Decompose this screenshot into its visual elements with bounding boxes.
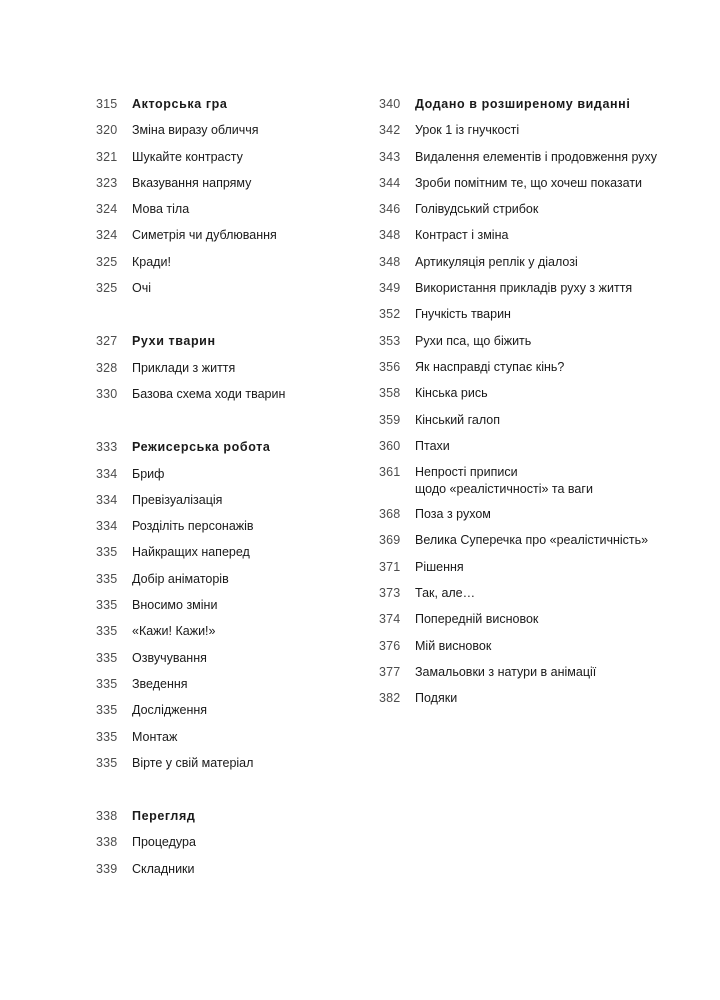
toc-entry[interactable]: [379, 412, 669, 438]
toc-heading[interactable]: [96, 808, 346, 834]
page-number: 369: [379, 533, 401, 548]
page-number: 373: [379, 586, 401, 601]
entry-title: Використання прикладів руху з життя: [415, 281, 633, 296]
entry-title: Кради!: [132, 254, 171, 269]
page-number: 323: [96, 175, 118, 190]
entry-title: Монтаж: [132, 729, 178, 744]
entry-title: Непрості приписи щодо «реалістичності» та ваги: [415, 465, 593, 497]
page-number: 328: [96, 360, 118, 375]
entry-title: Кінський галоп: [415, 412, 501, 427]
toc-entry[interactable]: [379, 559, 669, 585]
toc-entry[interactable]: [379, 122, 669, 148]
toc-entry[interactable]: [379, 227, 669, 253]
entry-title: «Кажи! Кажи!»: [132, 624, 216, 639]
entry-title: Добір аніматорів: [132, 571, 229, 586]
page-number: 342: [379, 123, 401, 138]
toc-entry[interactable]: [96, 861, 346, 887]
page-number: 352: [379, 307, 401, 322]
page-number: 334: [96, 492, 118, 507]
page-number: 334: [96, 519, 118, 534]
page-number: 335: [96, 676, 118, 691]
entry-title: Розділіть персонажів: [132, 519, 254, 534]
entry-title: Урок 1 із гнучкості: [415, 123, 520, 138]
toc-entry[interactable]: [96, 280, 346, 306]
entry-title: Мій висновок: [415, 638, 492, 653]
entry-title: Превізуалізація: [132, 492, 223, 507]
entry-title: Поза з рухом: [415, 507, 491, 522]
page-number: 327: [96, 334, 118, 349]
toc-entry[interactable]: [379, 464, 669, 506]
toc-entry[interactable]: [96, 149, 346, 175]
toc-entry[interactable]: [96, 175, 346, 201]
toc-entry[interactable]: [96, 623, 346, 649]
page-number: 338: [96, 809, 118, 824]
entry-title: Зведення: [132, 676, 188, 691]
toc-heading[interactable]: [96, 333, 346, 359]
heading-title: Додано в розширеному виданні: [415, 97, 631, 111]
page-number: 360: [379, 438, 401, 453]
page-number: 361: [379, 465, 401, 480]
entry-title: Зміна виразу обличчя: [132, 123, 259, 138]
toc-entry[interactable]: [379, 175, 669, 201]
toc-entry[interactable]: [96, 544, 346, 570]
entry-title: Озвучування: [132, 650, 207, 665]
toc-entry[interactable]: [379, 532, 669, 558]
page-number: 325: [96, 281, 118, 296]
toc-entry[interactable]: [96, 360, 346, 386]
page-number: 340: [379, 97, 401, 111]
toc-section-animal-motion: [96, 333, 346, 412]
entry-title: Як насправді ступає кінь?: [415, 359, 565, 374]
entry-title: Контраст і зміна: [415, 228, 509, 243]
toc-entry[interactable]: [379, 585, 669, 611]
toc-section-acting: [96, 96, 346, 306]
toc-entry[interactable]: [96, 597, 346, 623]
entry-title: Дослідження: [132, 703, 208, 718]
page-number: 359: [379, 412, 401, 427]
toc-heading[interactable]: [96, 439, 346, 465]
toc-entry[interactable]: [379, 664, 669, 690]
page-number: 374: [379, 612, 401, 627]
heading-title: Рухи тварин: [132, 334, 216, 349]
toc-left-column: [96, 96, 346, 914]
toc-entry[interactable]: [379, 506, 669, 532]
entry-title: Базова схема ходи тварин: [132, 386, 286, 401]
entry-title: Видалення елементів і продовження руху: [415, 149, 658, 164]
toc-entry[interactable]: [379, 280, 669, 306]
page-number: 320: [96, 123, 118, 138]
toc-entry[interactable]: [96, 702, 346, 728]
page-number: 382: [379, 691, 401, 706]
page-number: 353: [379, 333, 401, 348]
page-number: 335: [96, 755, 118, 770]
toc-entry[interactable]: [96, 466, 346, 492]
page-number: 346: [379, 202, 401, 217]
page-number: 324: [96, 202, 118, 217]
entry-title: Вказування напряму: [132, 175, 252, 190]
toc-entry[interactable]: [379, 690, 669, 716]
page-number: 377: [379, 664, 401, 679]
toc-entry[interactable]: [379, 306, 669, 332]
toc-entry[interactable]: [379, 611, 669, 637]
toc-entry[interactable]: [96, 650, 346, 676]
entry-title: Гнучкість тварин: [415, 307, 511, 322]
page-number: 368: [379, 507, 401, 522]
toc-entry[interactable]: [96, 492, 346, 518]
page-number: 371: [379, 559, 401, 574]
page-number: 349: [379, 281, 401, 296]
entry-title: Артикуляція реплік у діалозі: [415, 254, 578, 269]
entry-title: Мова тіла: [132, 202, 190, 217]
entry-title: Симетрія чи дублювання: [132, 228, 277, 243]
entry-title: Замальовки з натури в анімації: [415, 664, 597, 679]
entry-title: Очі: [132, 281, 152, 296]
entry-title: Вірте у свій матеріал: [132, 755, 254, 770]
toc-entry[interactable]: [379, 149, 669, 175]
entry-title: Найкращих наперед: [132, 545, 250, 560]
toc-entry[interactable]: [379, 438, 669, 464]
toc-entry[interactable]: [379, 333, 669, 359]
entry-title: Рішення: [415, 559, 464, 574]
entry-title: Голівудський стрибок: [415, 202, 539, 217]
entry-title: Зроби помітним те, що хочеш показати: [415, 175, 643, 190]
toc-entry[interactable]: [96, 254, 346, 280]
page-number: 324: [96, 228, 118, 243]
toc-heading[interactable]: [379, 96, 669, 122]
entry-title: Вносимо зміни: [132, 598, 218, 613]
page-number: 335: [96, 650, 118, 665]
entry-title: Шукайте контрасту: [132, 149, 243, 164]
page-number: 335: [96, 545, 118, 560]
entry-title: Приклади з життя: [132, 360, 236, 375]
page-number: 335: [96, 571, 118, 586]
page-number: 339: [96, 861, 118, 876]
page-number: 376: [379, 638, 401, 653]
heading-title: Акторська гра: [132, 97, 228, 111]
page-number: 315: [96, 97, 118, 111]
entry-title: Птахи: [415, 438, 450, 453]
page-number: 330: [96, 386, 118, 401]
entry-title: Кінська рись: [415, 386, 488, 401]
toc-entry[interactable]: [96, 227, 346, 253]
toc-entry[interactable]: [96, 834, 346, 860]
toc-heading[interactable]: [96, 96, 346, 122]
page-number: 358: [379, 386, 401, 401]
page-number: 321: [96, 149, 118, 164]
page-number: 334: [96, 466, 118, 481]
page-number: 343: [379, 149, 401, 164]
entry-title: Подяки: [415, 691, 458, 706]
page-number: 335: [96, 624, 118, 639]
page-number: 335: [96, 729, 118, 744]
entry-title: Так, але…: [415, 586, 476, 601]
toc-entry[interactable]: [379, 638, 669, 664]
toc-entry[interactable]: [96, 386, 346, 412]
toc-entry[interactable]: [96, 571, 346, 597]
page-number: 333: [96, 440, 118, 455]
page-number: 356: [379, 359, 401, 374]
toc-entry[interactable]: [96, 755, 346, 781]
toc-entry[interactable]: [379, 201, 669, 227]
toc-entry[interactable]: [379, 359, 669, 385]
page-number: 325: [96, 254, 118, 269]
toc-entry[interactable]: [379, 254, 669, 280]
toc-right-column: [379, 96, 669, 744]
page-number: 335: [96, 703, 118, 718]
heading-title: Перегляд: [132, 809, 196, 824]
entry-title: Рухи пса, що біжить: [415, 333, 532, 348]
page-number: 335: [96, 598, 118, 613]
entry-title: Складники: [132, 861, 195, 876]
heading-title: Режисерська робота: [132, 440, 271, 455]
toc-section-directing: [96, 439, 346, 781]
toc-entry[interactable]: [96, 729, 346, 755]
toc-section-review: [96, 808, 346, 887]
page-number: 348: [379, 254, 401, 269]
toc-entry[interactable]: [96, 518, 346, 544]
entry-title: Попередній висновок: [415, 612, 539, 627]
entry-title: Бриф: [132, 466, 165, 481]
page-number: 344: [379, 175, 401, 190]
toc-entry[interactable]: [96, 122, 346, 148]
entry-title: Велика Суперечка про «реалістичність»: [415, 533, 649, 548]
page-number: 348: [379, 228, 401, 243]
toc-entry[interactable]: [96, 201, 346, 227]
page-number: 338: [96, 835, 118, 850]
entry-title: Процедура: [132, 835, 196, 850]
toc-entry[interactable]: [96, 676, 346, 702]
toc-section-extended-edition: [379, 96, 669, 717]
toc-entry[interactable]: [379, 385, 669, 411]
